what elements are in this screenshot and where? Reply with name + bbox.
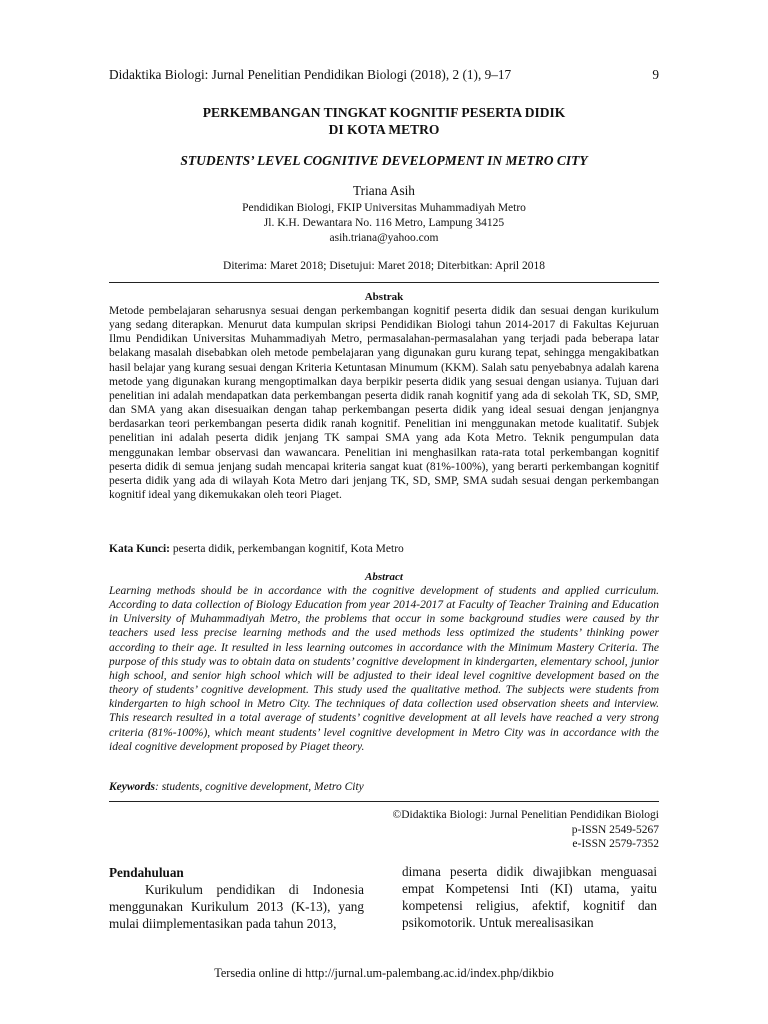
english-title: STUDENTS’ LEVEL COGNITIVE DEVELOPMENT IN METRO CITY — [180, 153, 588, 168]
section-heading: Pendahuluan — [109, 865, 184, 880]
author-affiliation-block — [0, 201, 768, 246]
keywords-values: : students, cognitive development, Metro City — [155, 781, 364, 793]
divider — [109, 282, 659, 283]
divider — [109, 801, 659, 802]
page-number: 9 — [652, 67, 659, 82]
kata-kunci-values: peserta didik, perkembangan kognitif, Kota Metro — [170, 543, 404, 555]
intro-paragraph-left: Kurikulum pendidikan di Indonesia menggunakan Kurikulum 2013 (K-13), yang mulai diimplementasikan pada tahun 2013, — [109, 882, 364, 931]
kata-kunci-label: Kata Kunci: — [109, 543, 171, 555]
running-header — [109, 67, 659, 83]
abstract-body: Learning methods should be in accordance with the cognitive development of students and applied curriculum. According to data collection of Biology Education from year 2014-2017 at Faculty of Teacher Training and Education in University of Muhammadiyah Metro, the problems that occur in some background studies were caused by thr teachers used less precise learning methods and the used methods less optimized the students’ thinking power according to their age. It resulted in less learning outcomes in accordance with the Minimum Mastery Criteria. The purpose of this study was to obtain data on students’ cognitive development in kindergarten, elementary school, junior high school, and senior high school which will be adjusted to their ideal level cognitive development based on the theory of students’ cognitive development. This study used the qualitative method. The subjects were students from kindergarten to high school in Metro City. The techniques of data collection used observation sheets and interview. This research resulted in a total average of students’ cognitive development at all levels have reached a very strong criteria (81%-100%), which meant students’ level cognitive development in Metro City was in accordance with the ideal cognitive development proposed by Piaget theory. — [109, 585, 659, 753]
right-column — [402, 863, 657, 931]
intro-paragraph-right: dimana peserta didik diwajibkan menguasai empat Kompetensi Inti (KI) utama, yaitu kompetensi religius, afektif, kognitif dan psikomotorik. Untuk merealisasikan — [402, 864, 657, 930]
title-line-1: PERKEMBANGAN TINGKAT KOGNITIF PESERTA DIDIK — [202, 105, 566, 120]
email: asih.triana@yahoo.com — [329, 232, 439, 244]
kata-kunci — [109, 543, 659, 555]
journal-citation: Didaktika Biologi: Jurnal Penelitian Pendidikan Biologi (2018), 2 (1), 9–17 — [109, 67, 512, 82]
copyright-line: ©Didaktika Biologi: Jurnal Penelitian Pendidikan Biologi — [392, 809, 659, 821]
page-footer: Tersedia online di http://jurnal.um-palembang.ac.id/index.php/dikbio — [214, 966, 554, 980]
abstract-heading: Abstract — [365, 571, 403, 583]
e-issn: e-ISSN 2579-7352 — [572, 838, 659, 850]
left-column — [109, 864, 364, 932]
author-name: Triana Asih — [353, 183, 415, 198]
abstrak-body: Metode pembelajaran seharusnya sesuai dengan perkembangan kognitif peserta didik dan sesuai dengan kurikulum yang sedang diterapkan. Menurut data kumpulan skripsi Pendidikan Biologi tahun 2014-2017 di Fakultas Kejuruan Ilmu Pendidikan Universitas Muhammadiyah Metro, permasalahan-permasalahan yang terjadi pada beberapa latar belakang masalah disebabkan oleh metode pembelajaran yang digunakan guru kurang tepat, sehingga mengakibatkan hasil belajar yang kurang sesuai dengan Kriteria Ketuntasan Minumum (KKM). Salah satu penyebabnya adalah karena metode yang digunakan kurang mengoptimalkan daya berpikir peserta didik yang sesuai dengan usianya. Tujuan dari penelitian ini adalah mendapatkan data perkembangan peserta didik ranah kognitif yang ada di sekolah TK, SD, SMP, dan SMA yang akan disesuaikan dengan tahap perkembangan peserta didik yang ideal sesuai dengan jenjangnya berdasarkan teori perkembangan peserta didik ranah kognitif. Penelitian ini menggunakan metode kualitatif. Subjek penelitian ini adalah peserta didik jenjang TK sampai SMA yang ada Kota Metro. Teknik pengumpulan data menggunakan lembar observasi dan wawancara. Penelitian ini menghasilkan rata-rata total perkembangan kognitif peserta didik di semua jenjang sudah mencapai kriteria sangat kuat (81%-100%), yang berarti perkembangan kognitif peserta didik yang ada di wilayah Kota Metro dari jenjang TK, SD, SMP, SMA sudah sesuai dengan perkembangan kognitif ideal yang dikemukakan oleh teori Piaget. — [109, 305, 659, 502]
affiliation: Pendidikan Biologi, FKIP Universitas Muhammadiyah Metro — [242, 202, 526, 214]
abstrak-heading: Abstrak — [364, 291, 404, 303]
keywords — [109, 781, 659, 793]
title-line-2: DI KOTA METRO — [328, 122, 440, 137]
address: Jl. K.H. Dewantara No. 116 Metro, Lampung 34125 — [263, 217, 505, 229]
publication-dates: Diterima: Maret 2018; Disetujui: Maret 2018; Diterbitkan: April 2018 — [223, 260, 545, 272]
paper-title — [0, 104, 768, 138]
keywords-label: Keywords — [109, 781, 155, 793]
p-issn: p-ISSN 2549-5267 — [571, 823, 659, 836]
copyright-block — [392, 808, 659, 852]
